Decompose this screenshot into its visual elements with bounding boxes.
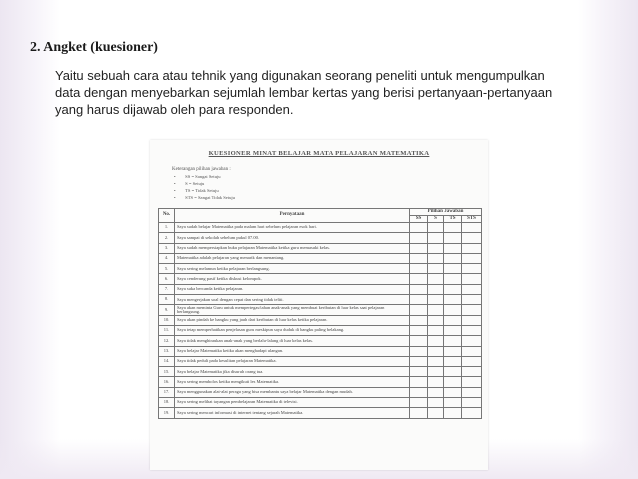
- answer-cell: [410, 253, 428, 263]
- table-row: [159, 264, 482, 274]
- answer-cell: [444, 356, 462, 366]
- answer-cell: [444, 274, 462, 284]
- answer-cell: [462, 336, 482, 346]
- answer-cell: [428, 356, 444, 366]
- table-row: [159, 325, 482, 335]
- row-number: 1.: [159, 223, 175, 233]
- answer-cell: [462, 346, 482, 356]
- row-number: 7.: [159, 284, 175, 294]
- answer-cell: [444, 346, 462, 356]
- answer-cell: [444, 264, 462, 274]
- legend-meaning: = Setuju: [188, 181, 205, 186]
- answer-cell: [444, 315, 462, 325]
- legend-meaning: = Tidak Setuju: [191, 188, 219, 193]
- row-statement: Saya sudah mempersiapkan buku pelajaran Matematika ketika guru memasuki kelas.: [175, 243, 410, 253]
- answer-cell: [428, 346, 444, 356]
- bullet-icon: •: [174, 188, 176, 193]
- row-statement: Saya sering membolos ketika mengikuti les Matematika.: [175, 377, 410, 387]
- row-number: 18.: [159, 398, 175, 408]
- slide-paragraph: [55, 67, 625, 118]
- row-number: 4.: [159, 253, 175, 263]
- legend-code: S: [185, 181, 188, 186]
- answer-cell: [444, 367, 462, 377]
- answer-cell: [444, 336, 462, 346]
- answer-cell: [410, 243, 428, 253]
- answer-cell: [428, 367, 444, 377]
- table-row: [159, 315, 482, 325]
- table-row: [159, 387, 482, 397]
- answer-cell: [462, 398, 482, 408]
- answer-cell: [462, 377, 482, 387]
- table-row: [159, 284, 482, 294]
- table-row: [159, 346, 482, 356]
- column-header-no: No.: [159, 209, 175, 223]
- answer-cell: [444, 223, 462, 233]
- answer-cell: [428, 233, 444, 243]
- answer-cell: [444, 295, 462, 305]
- row-number: 19.: [159, 408, 175, 418]
- answer-cell: [462, 223, 482, 233]
- answer-cell: [462, 387, 482, 397]
- table-row: [159, 233, 482, 243]
- legend-meaning: = Sangat Tidak Setuju: [194, 195, 235, 200]
- table-row: [159, 243, 482, 253]
- row-statement: Saya tidak menghiraukan anak-anak yang berlalu-lalang di luar kelas kelas.: [175, 336, 410, 346]
- answer-cell: [410, 398, 428, 408]
- answer-cell: [444, 377, 462, 387]
- answer-cell: [462, 315, 482, 325]
- table-row: [159, 305, 482, 315]
- answer-cell: [410, 408, 428, 418]
- row-number: 5.: [159, 264, 175, 274]
- table-row: [159, 367, 482, 377]
- row-number: 15.: [159, 367, 175, 377]
- paragraph-line: yang harus dijawab oleh para responden.: [55, 102, 294, 117]
- row-number: 17.: [159, 387, 175, 397]
- answer-cell: [462, 367, 482, 377]
- table-body: [159, 223, 482, 419]
- answer-cell: [462, 233, 482, 243]
- answer-cell: [428, 264, 444, 274]
- answer-cell: [428, 377, 444, 387]
- legend-item: [174, 195, 235, 200]
- answer-cell: [444, 284, 462, 294]
- answer-cell: [428, 284, 444, 294]
- answer-cell: [428, 305, 444, 315]
- row-statement: Saya belajar Matematika jika disuruh orang tua.: [175, 367, 410, 377]
- answer-cell: [410, 284, 428, 294]
- answer-cell: [410, 315, 428, 325]
- answer-cell: [462, 243, 482, 253]
- row-statement: Saya sering mencari informasi di internet tentang sejarah Matematika.: [175, 408, 410, 418]
- row-number: 9.: [159, 305, 175, 315]
- row-statement: Saya tidak peduli pada kesulitan pelajaran Matematika.: [175, 356, 410, 366]
- legend-code: SS: [185, 174, 191, 179]
- bullet-icon: •: [174, 181, 176, 186]
- row-number: 14.: [159, 356, 175, 366]
- answer-cell: [410, 305, 428, 315]
- answer-cell: [428, 315, 444, 325]
- answer-cell: [444, 325, 462, 335]
- bullet-icon: •: [174, 174, 176, 179]
- answer-cell: [410, 274, 428, 284]
- row-statement: Saya sampai di sekolah sebelum pukul 07.00.: [175, 233, 410, 243]
- table-row: [159, 295, 482, 305]
- table-row: [159, 377, 482, 387]
- row-statement: Saya akan meminta Guru untuk mempertegas/tahan anak-anak yang membuat keributan di luar kelas saat pelajaran berlangsung.: [175, 305, 410, 315]
- choice-header-ss: SS: [410, 216, 428, 223]
- questionnaire-document-image: [150, 140, 488, 470]
- table-row: [159, 398, 482, 408]
- answer-cell: [462, 295, 482, 305]
- answer-cell: [410, 223, 428, 233]
- left-gradient-decoration: [0, 0, 60, 479]
- answer-cell: [444, 253, 462, 263]
- answer-cell: [462, 253, 482, 263]
- legend-item: [174, 188, 219, 193]
- row-number: 13.: [159, 346, 175, 356]
- row-number: 11.: [159, 325, 175, 335]
- answer-cell: [428, 243, 444, 253]
- table-row: [159, 223, 482, 233]
- answer-cell: [462, 325, 482, 335]
- row-number: 16.: [159, 377, 175, 387]
- answer-cell: [444, 387, 462, 397]
- answer-cell: [410, 336, 428, 346]
- answer-cell: [410, 377, 428, 387]
- bullet-icon: •: [174, 195, 176, 200]
- document-title: KUESIONER MINAT BELAJAR MATA PELAJARAN MATEMATIKA: [208, 150, 430, 157]
- answer-cell: [462, 264, 482, 274]
- answer-cell: [428, 387, 444, 397]
- table-row: [159, 356, 482, 366]
- legend-meaning: = Sangat Setuju: [191, 174, 221, 179]
- choice-header-sts: STS: [462, 216, 482, 223]
- table-row: [159, 408, 482, 418]
- answer-cell: [428, 223, 444, 233]
- row-statement: Saya suka bercanda ketika pelajaran.: [175, 284, 410, 294]
- row-statement: Saya sudah belajar Matematika pada malam hari sebelum pelajaran esok hari.: [175, 223, 410, 233]
- answer-cell: [410, 325, 428, 335]
- row-number: 2.: [159, 233, 175, 243]
- answer-cell: [462, 408, 482, 418]
- questionnaire-table: [158, 208, 482, 419]
- answer-cell: [410, 367, 428, 377]
- row-statement: Saya tetap memperhatikan penjelasan guru meskipun saya duduk di bangku paling belakang.: [175, 325, 410, 335]
- answer-cell: [444, 398, 462, 408]
- table-row: [159, 336, 482, 346]
- answer-cell: [428, 408, 444, 418]
- answer-cell: [444, 243, 462, 253]
- answer-cell: [428, 295, 444, 305]
- table-row: [159, 274, 482, 284]
- row-statement: Saya cenderung pasif ketika diskusi kelompok.: [175, 274, 410, 284]
- legend-item: [174, 181, 204, 186]
- row-number: 3.: [159, 243, 175, 253]
- row-number: 10.: [159, 315, 175, 325]
- row-statement: Saya mengerjakan soal dengan cepat dan sering tidak teliti.: [175, 295, 410, 305]
- answer-cell: [428, 398, 444, 408]
- answer-cell: [410, 346, 428, 356]
- row-number: 12.: [159, 336, 175, 346]
- answer-cell: [428, 253, 444, 263]
- legend-title: Keterangan pilihan jawaban :: [172, 167, 231, 172]
- row-statement: Saya sering melihat tayangan pembelajaran Matematika di televisi.: [175, 398, 410, 408]
- paragraph-line: data dengan menyebarkan sejumlah lembar kertas yang berisi pertanyaan-pertanyaan: [55, 85, 553, 100]
- answer-cell: [444, 233, 462, 243]
- legend-item: [174, 174, 221, 179]
- answer-cell: [410, 295, 428, 305]
- row-statement: Saya belajar Matematika ketika akan menghadapi ulangan.: [175, 346, 410, 356]
- column-header-choices: Pilihan Jawaban: [410, 209, 482, 216]
- row-statement: Matematika adalah pelajaran yang menarik dan menantang.: [175, 253, 410, 263]
- legend-code: TS: [185, 188, 191, 193]
- answer-cell: [444, 305, 462, 315]
- table-row: [159, 253, 482, 263]
- answer-cell: [410, 387, 428, 397]
- answer-cell: [410, 264, 428, 274]
- choice-header-s: S: [428, 216, 444, 223]
- answer-cell: [462, 284, 482, 294]
- answer-cell: [444, 408, 462, 418]
- row-statement: Saya akan pindah ke bangku yang jauh dari keributan di luar kelas ketika pelajaran.: [175, 315, 410, 325]
- answer-cell: [462, 274, 482, 284]
- slide-heading: 2. Angket (kuesioner): [30, 40, 158, 55]
- answer-cell: [428, 325, 444, 335]
- row-number: 6.: [159, 274, 175, 284]
- answer-cell: [462, 356, 482, 366]
- row-statement: Saya menggunakan alat-alat peraga yang bisa membantu saya belajar Matematika dengan mudah.: [175, 387, 410, 397]
- answer-cell: [428, 274, 444, 284]
- row-statement: Saya sering melamun ketika pelajaran berlangsung.: [175, 264, 410, 274]
- legend-code: STS: [185, 195, 194, 200]
- row-number: 8.: [159, 295, 175, 305]
- answer-cell: [428, 336, 444, 346]
- paragraph-line: Yaitu sebuah cara atau tehnik yang digunakan seorang peneliti untuk mengumpulkan: [55, 68, 545, 83]
- choice-header-ts: TS: [444, 216, 462, 223]
- column-header-statement: Pernyataan: [175, 209, 410, 223]
- answer-cell: [462, 305, 482, 315]
- answer-cell: [410, 233, 428, 243]
- answer-cell: [410, 356, 428, 366]
